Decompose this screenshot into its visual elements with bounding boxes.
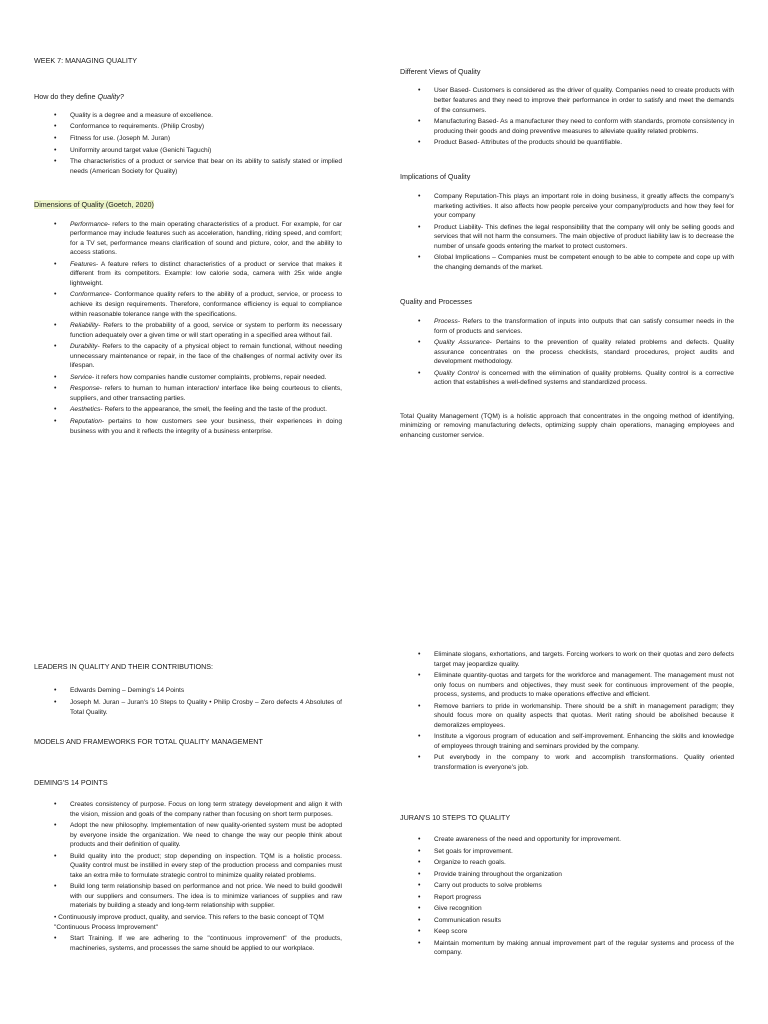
deming-list-continued: [400, 650, 734, 773]
list-item: • Quality Assurance- Pertains to the prevention of quality related problems and defects. Quality assurance concentrates on the process checklists, standard procedures, project audits and development methodology.: [418, 338, 734, 367]
bottom-left-column: [34, 662, 342, 955]
list-item: • Global Implications – Companies must be competent enough to be able to compete and cope up with the changing demands of the market.: [418, 253, 734, 272]
list-item: • Adopt the new philosophy. Implementation of new quality-oriented system must be adopted by everyone inside the organization. We need to change the way our people think about products and their definition of quality.: [54, 821, 342, 850]
list-item: • Quality is a degree and a measure of excellence.: [54, 111, 342, 121]
processes-heading: Quality and Processes: [400, 296, 472, 306]
list-item: • Put everybody in the company to work and accomplish transformations. Quality oriented transformation is everyone's job.: [418, 753, 734, 772]
list-item: • Organize to reach goals.: [418, 858, 734, 868]
list-item: • Response- refers to human to human interaction/ interface like being courteous to clients, suppliers, and other transacting parties.: [54, 384, 342, 403]
list-item: • Build long term relationship based on performance and not price. We need to build goodwill with our suppliers and consumers. The idea is to minimize variances of supplies and raw materials by building a steady and long-term relationship with supplier.: [54, 882, 342, 911]
implications-list: [400, 192, 734, 272]
list-item: • Joseph M. Juran – Juran's 10 Steps to Quality • Philip Crosby – Zero defects 4 Absolutes of Total Quality.: [54, 698, 342, 717]
list-item: • Performance- refers to the main operating characteristics of a product. For example, for car performance may include features such as acceleration, handling, riding speed, and comfort; for a TV set, performance means clarification of sound and picture, color, and the ability to access stations.: [54, 220, 342, 258]
list-item: • Fitness for use. (Joseph M. Juran): [54, 134, 342, 144]
implications-heading: Implications of Quality: [400, 171, 471, 181]
list-item: • Communication results: [418, 916, 734, 926]
list-item: • Edwards Deming – Deming's 14 Points: [54, 686, 342, 696]
list-item: • Manufacturing Based- As a manufacturer they need to conform with standards, promote consistency in producing their goods and doing preventive measures to alleviate quality related problems.: [418, 117, 734, 136]
list-item: • Provide training throughout the organization: [418, 870, 734, 880]
leaders-heading: LEADERS IN QUALITY AND THEIR CONTRIBUTIONS:: [34, 662, 214, 671]
list-item: • Create awareness of the need and opportunity for improvement.: [418, 835, 734, 845]
dimensions-list: [34, 220, 342, 436]
list-item: • The characteristics of a product or service that bear on its ability to satisfy stated or implied needs (American Society for Quality): [54, 157, 342, 176]
list-item: • Report progress: [418, 893, 734, 903]
tqm-paragraph: Total Quality Management (TQM) is a holistic approach that concentrates in the ongoing method of identifying, minimizing or removing manufacturing defects, optimizing supply chain operations, managing employees and enhancing customer service.: [400, 412, 734, 439]
top-left-column: [34, 56, 342, 438]
list-item: • Keep score: [418, 927, 734, 937]
list-item: • Creates consistency of purpose. Focus on long term strategy development and align it with the vision, mission and goals of the company rather than focusing on short term purposes.: [54, 800, 342, 819]
list-item: • Institute a vigorous program of education and self-improvement. Enhancing the skills and knowledge of employees through training and seminars provided by the company.: [418, 732, 734, 751]
list-item: • Start Training. If we are adhering to the "continuous improvement" of the products, machineries, systems, and processes the same should be applied to our workplace.: [54, 934, 342, 953]
views-heading: Different Views of Quality: [400, 67, 481, 76]
list-item: • Product Based- Attributes of the products should be quantifiable.: [418, 138, 734, 148]
list-item: • Carry out products to solve problems: [418, 881, 734, 891]
deming-list-cont: [34, 934, 342, 953]
list-item: • Reliability- Refers to the probability of a good, service or system to perform its necessary function adequately over a given time or will start operating in a specified area without fail.: [54, 321, 342, 340]
list-item: • Quality Control is concerned with the elimination of quality problems. Quality control is a corrective action that establishes a well-defined systems and standardized process.: [418, 369, 734, 388]
define-heading: How do they define Quality?: [34, 92, 124, 102]
deming-list: [34, 800, 342, 911]
define-list: [34, 111, 342, 176]
list-item: • Uniformity around target value (Genichi Taguchi): [54, 146, 342, 156]
list-item: • Conformance to requirements. (Philip Crosby): [54, 122, 342, 132]
juran-heading: JURAN'S 10 STEPS TO QUALITY: [400, 812, 511, 822]
list-item: • Durability- Refers to the capacity of a physical object to remain functional, without needing unnecessary maintenance or repair, in the face of the challenges of normal activity over its lifespan.: [54, 342, 342, 371]
bottom-right-column: [400, 650, 734, 960]
list-item: • Give recognition: [418, 904, 734, 914]
list-item: • Build quality into the product; stop depending on inspection. TQM is a holistic process. Quality control must be instilled in every step of the production process and companies must take an extra mile to formulate strategic control to minimize quality related problems.: [54, 852, 342, 881]
list-item: • Product Liability- This defines the legal responsibility that the company will only be selling goods and services that will not harm the consumers. The main objective of product liability law is to decrease the number of unsafe goods entering the market to protect customers.: [418, 223, 734, 252]
processes-list: [400, 317, 734, 388]
list-item: • Eliminate quantity-quotas and targets for the workforce and management. The management must not only focus on numbers and objectives, they must seek for continuous improvement of the people, process, systems, and products to make operations effective and efficient.: [418, 671, 734, 700]
top-right-column: [400, 67, 734, 440]
list-item: • Conformance- Conformance quality refers to the ability of a product, service, or process to achieve its design requirements. Therefore, conformance efficiency is equal to compliance within reasonable tolerance range with the specifications.: [54, 290, 342, 319]
juran-list: [400, 835, 734, 958]
list-item: • Company Reputation-This plays an important role in doing business, it greatly affects the company's marketing activities. It also affects how people perceive your company/products and how they feel for your company: [418, 192, 734, 221]
list-item: • Remove barriers to pride in workmanship. There should be a shift in management paradigm; they should focus more on quality aspects that quotas. Merit rating should be abolished because it demoralizes employees.: [418, 702, 734, 731]
list-item: • Process- Refers to the transformation of inputs into outputs that can satisfy consumer needs in the form of products and services.: [418, 317, 734, 336]
list-item: • Aesthetics- Refers to the appearance, the smell, the feeling and the taste of the product.: [54, 405, 342, 415]
list-item: • Reputation- pertains to how customers see your business, their experiences in doing business with you and it reflects the integrity of a business enterprise.: [54, 417, 342, 436]
list-item: • User Based- Customers is considered as the driver of quality. Companies need to create products with better features and they need to improve their performance in order to satisfy and meet the demands of the consumers.: [418, 86, 734, 115]
list-item: • Service- it refers how companies handle customer complaints, problems, repair needed.: [54, 373, 342, 383]
list-item: • Features- A feature refers to distinct characteristics of a product or service that makes it different from its competitors. Example: low calorie soda, camera with 25x wide angle lightweight.: [54, 260, 342, 289]
list-item: • Set goals for improvement.: [418, 847, 734, 857]
page-title: WEEK 7: MANAGING QUALITY: [34, 56, 138, 65]
leaders-list: [34, 686, 342, 717]
list-item: • Eliminate slogans, exhortations, and targets. Forcing workers to work on their quotas and zero defects target may jeopardize quality.: [418, 650, 734, 669]
continuous-improvement-line: • Continuously improve product, quality, and service. This refers to the basic concept of TQM "Continuous Process Improvement": [54, 913, 324, 931]
dimensions-heading: Dimensions of Quality (Goetch, 2020): [34, 200, 154, 210]
models-heading: MODELS AND FRAMEWORKS FOR TOTAL QUALITY MANAGEMENT: [34, 737, 263, 747]
list-item: • Maintain momentum by making annual improvement part of the regular systems and process of the company.: [418, 939, 734, 958]
deming-heading: DEMING'S 14 POINTS: [34, 777, 108, 787]
views-list: [400, 86, 734, 147]
